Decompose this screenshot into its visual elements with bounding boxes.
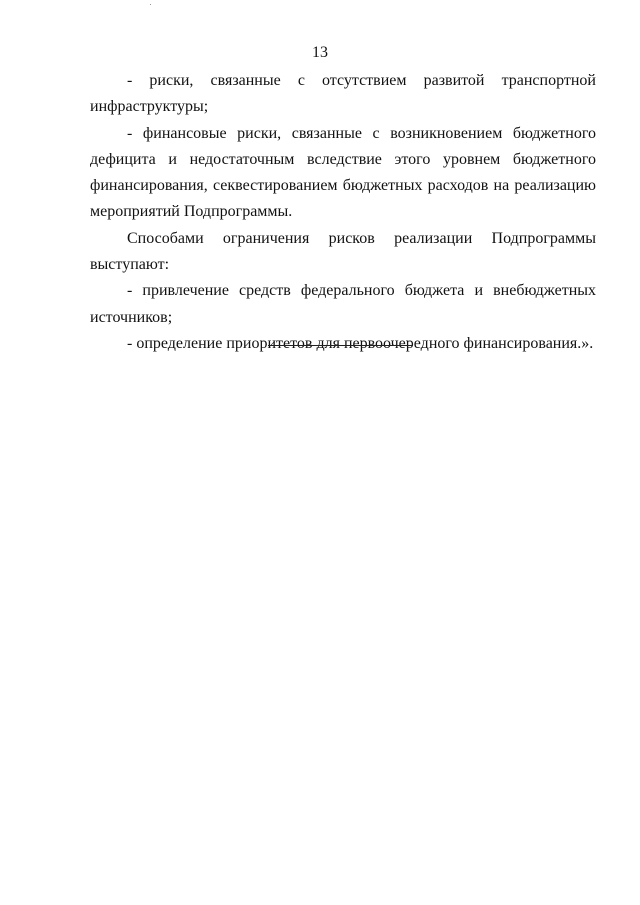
document-body <box>90 68 596 357</box>
paragraph-priorities: - определение приоритетов для первоочередного финансирования.». <box>127 334 594 352</box>
paragraph-financial-risks: - финансовые риски, связанные с возникновением бюджетного дефицита и недостаточным вследствие этого уровнем бюджетного финансирования, секвестированием бюджетных расходов на реализацию мероприятий Подпрограммы. <box>90 124 596 221</box>
paragraph-transport-risks: - риски, связанные с отсутствием развитой транспортной инфраструктуры; <box>90 72 596 116</box>
closing-rule <box>268 345 412 346</box>
paragraph-funding-sources: - привлечение средств федерального бюджета и внебюджетных источников; <box>90 282 596 326</box>
paragraph-risk-mitigation-intro: Способами ограничения рисков реализации Подпрограммы выступают: <box>90 229 596 274</box>
page-number: 13 <box>312 44 328 61</box>
scan-speck <box>150 4 151 5</box>
